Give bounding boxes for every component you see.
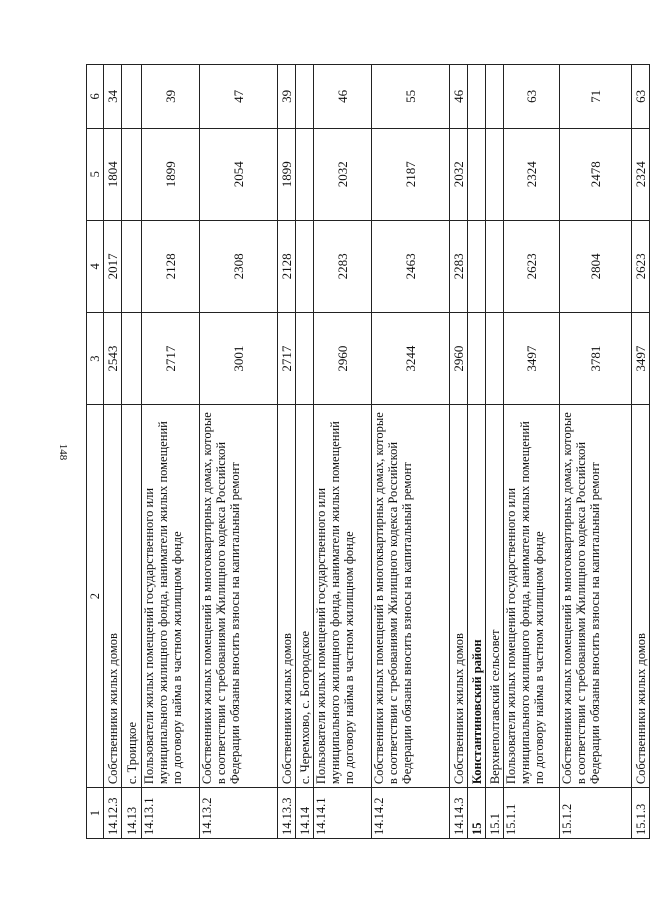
row-code: 14.13.1 [142,788,200,839]
table-row [468,65,486,839]
cell-col3: 3497 [504,312,560,404]
row-code: 14.12.3 [104,788,122,839]
table-row [560,65,632,839]
cell-col4: 2623 [632,220,650,312]
row-name: Константиновский район [468,405,486,788]
row-name: Верхнеполтавский сельсовет [486,405,504,788]
cell-col5: 2324 [504,128,560,220]
cell-col5: 2478 [560,128,632,220]
cell-col6: 46 [450,65,468,129]
cell-col5: 1899 [142,128,200,220]
cell-col5: 2032 [314,128,372,220]
cell-col6: 39 [142,65,200,129]
cell-col4: 2283 [314,220,372,312]
table-row [142,65,200,839]
cell-col3: 2717 [278,312,296,404]
table-row [372,65,450,839]
header-cell: 4 [87,220,104,312]
row-name: Пользователи жилых помещений государственного или муниципального жилищного фонда, наниматели жилых помещений по договору найма в частном жилищном фонде [504,405,560,788]
row-name: с. Троицкое [122,405,142,788]
row-name: Пользователи жилых помещений государственного или муниципального жилищного фонда, наниматели жилых помещений по договору найма в частном жилищном фонде [314,405,372,788]
cell-col6 [296,65,314,129]
row-name: Собственники жилых домов [632,405,650,788]
cell-col6: 46 [314,65,372,129]
row-code: 15.1.3 [632,788,650,839]
cell-col5: 1804 [104,128,122,220]
cell-col6 [122,65,142,129]
cell-col6 [486,65,504,129]
cell-col6 [468,65,486,129]
table-row [504,65,560,839]
table-row [104,65,122,839]
cell-col4 [122,220,142,312]
table-row [200,65,278,839]
cell-col3 [296,312,314,404]
cell-col5: 2187 [372,128,450,220]
cell-col4 [468,220,486,312]
table-header-row [87,65,104,839]
header-cell: 5 [87,128,104,220]
cell-col3 [468,312,486,404]
cell-col3 [486,312,504,404]
table-row [296,65,314,839]
table-row [278,65,296,839]
row-name: Собственники жилых помещений в многоквартирных домах, которые в соответствии с требованиями Жилищного кодекса Российской Федерации обязаны вносить взносы на капитальный ремонт [200,405,278,788]
cell-col3: 2960 [314,312,372,404]
cell-col3: 3244 [372,312,450,404]
cell-col3: 2543 [104,312,122,404]
row-name: Собственники жилых помещений в многоквартирных домах, которые в соответствии с требованиями Жилищного кодекса Российской Федерации обязаны вносить взносы на капитальный ремонт [560,405,632,788]
rotated-table-wrapper [86,64,648,839]
cell-col6: 71 [560,65,632,129]
cell-col6: 34 [104,65,122,129]
cell-col4: 2463 [372,220,450,312]
row-code: 14.13.2 [200,788,278,839]
cell-col5: 2032 [450,128,468,220]
cell-col5 [468,128,486,220]
cell-col3: 2960 [450,312,468,404]
row-name: Собственники жилых помещений в многоквартирных домах, которые в соответствии с требованиями Жилищного кодекса Российской Федерации обязаны вносить взносы на капитальный ремонт [372,405,450,788]
row-code: 14.14.2 [372,788,450,839]
cell-col5 [296,128,314,220]
table-row [632,65,650,839]
row-code: 14.14 [296,788,314,839]
row-code: 15 [468,788,486,839]
table-row [122,65,142,839]
row-code: 15.1.1 [504,788,560,839]
cell-col3: 3001 [200,312,278,404]
row-name: Собственники жилых домов [450,405,468,788]
header-cell: 3 [87,312,104,404]
cell-col4: 2308 [200,220,278,312]
table-row [486,65,504,839]
cell-col5: 2054 [200,128,278,220]
cell-col6: 39 [278,65,296,129]
cell-col6: 63 [632,65,650,129]
row-code: 14.13 [122,788,142,839]
row-code: 15.1 [486,788,504,839]
row-code: 14.14.1 [314,788,372,839]
cell-col3: 2717 [142,312,200,404]
cell-col5 [122,128,142,220]
cell-col6: 63 [504,65,560,129]
row-code: 15.1.2 [560,788,632,839]
cell-col4: 2128 [142,220,200,312]
tariff-table [86,64,650,839]
row-name: с. Черемхово, с. Богородское [296,405,314,788]
page-number: 148 [57,443,69,461]
row-name: Пользователи жилых помещений государственного или муниципального жилищного фонда, наниматели жилых помещений по договору найма в частном жилищном фонде [142,405,200,788]
cell-col5: 1899 [278,128,296,220]
cell-col4: 2283 [450,220,468,312]
cell-col4: 2623 [504,220,560,312]
cell-col3 [122,312,142,404]
cell-col4: 2128 [278,220,296,312]
header-cell: 1 [87,788,104,839]
cell-col5: 2324 [632,128,650,220]
cell-col4: 2804 [560,220,632,312]
cell-col6: 47 [200,65,278,129]
row-name: Собственники жилых домов [104,405,122,788]
row-code: 14.14.3 [450,788,468,839]
cell-col4 [486,220,504,312]
row-code: 14.13.3 [278,788,296,839]
cell-col5 [486,128,504,220]
cell-col4: 2017 [104,220,122,312]
table-row [450,65,468,839]
row-name: Собственники жилых домов [278,405,296,788]
header-cell: 2 [87,405,104,788]
cell-col3: 3781 [560,312,632,404]
cell-col4 [296,220,314,312]
header-cell: 6 [87,65,104,129]
table-row [314,65,372,839]
cell-col6: 55 [372,65,450,129]
cell-col3: 3497 [632,312,650,404]
